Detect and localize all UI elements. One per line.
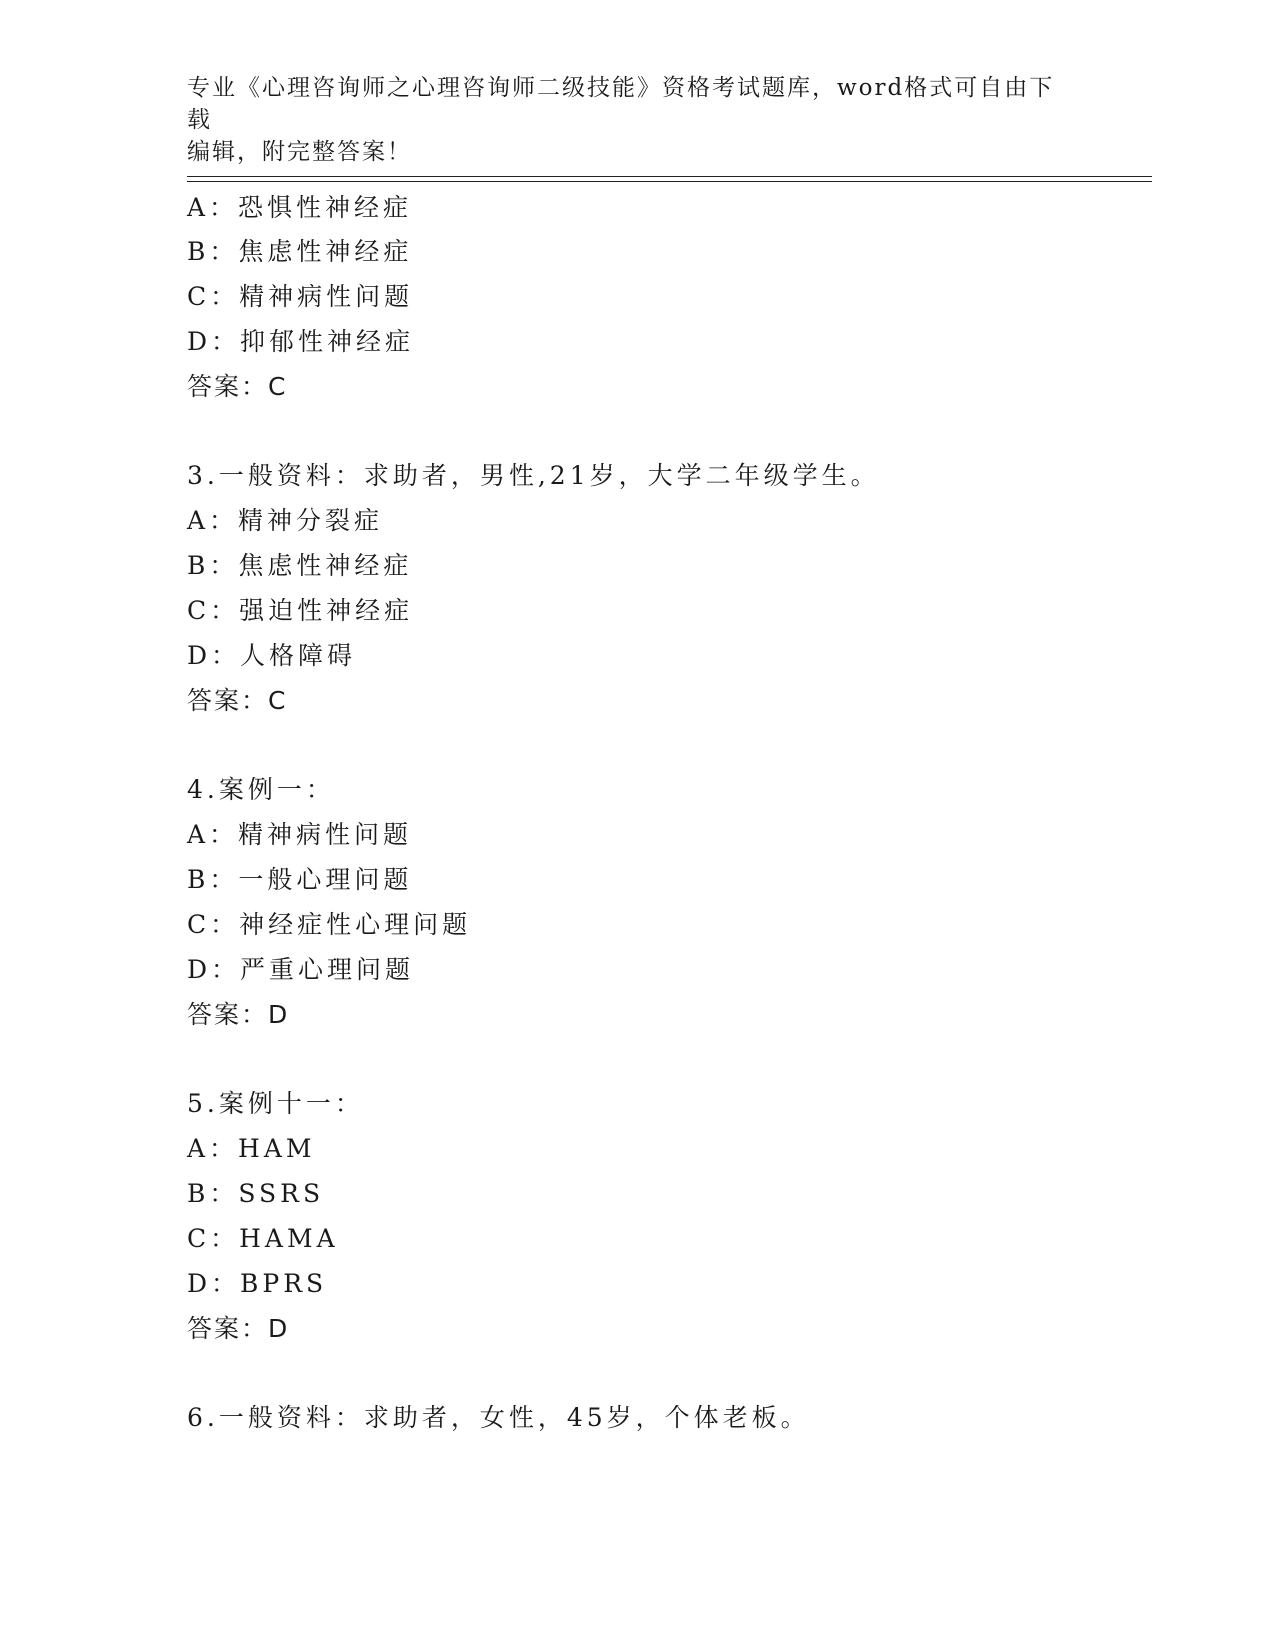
q2-answer: 答案：C <box>187 372 288 401</box>
q4-answer: 答案：D <box>187 1000 290 1029</box>
q2-option-c: C：精神病性问题 <box>187 282 414 311</box>
q3-answer: 答案：C <box>187 686 288 715</box>
q2-option-b: B：焦虑性神经症 <box>187 237 413 266</box>
q4-option-c: C：神经症性心理问题 <box>187 910 472 939</box>
q5-option-c: C：HAMA <box>187 1224 339 1253</box>
header-line-1: 专业《心理咨询师之心理咨询师二级技能》资格考试题库，word格式可自由下载 <box>187 75 1055 133</box>
q5-answer: 答案：D <box>187 1314 290 1343</box>
header-line-2: 编辑，附完整答案！ <box>187 139 412 165</box>
q6-question: 6.一般资料：求助者，女性，45岁，个体老板。 <box>187 1403 810 1432</box>
q3-option-b: B：焦虑性神经症 <box>187 551 413 580</box>
q4-option-b: B：一般心理问题 <box>187 865 413 894</box>
q3-option-c: C：强迫性神经症 <box>187 596 414 625</box>
q4-question: 4.案例一： <box>187 775 335 804</box>
q4-option-d: D：严重心理问题 <box>187 955 415 984</box>
q2-option-d: D：抑郁性神经症 <box>187 327 415 356</box>
q3-question: 3.一般资料：求助者，男性,21岁，大学二年级学生。 <box>187 461 880 490</box>
q3-option-d: D：人格障碍 <box>187 641 357 670</box>
header-rule-bottom <box>187 181 1152 182</box>
document-header <box>187 72 1067 168</box>
q4-option-a: A：精神病性问题 <box>187 820 413 849</box>
q5-option-d: D：BPRS <box>187 1269 328 1298</box>
q5-question: 5.案例十一： <box>187 1089 364 1118</box>
q3-option-a: A：精神分裂症 <box>187 506 384 535</box>
q2-option-a: A：恐惧性神经症 <box>187 193 413 222</box>
q5-option-a: A：HAM <box>187 1134 316 1163</box>
q5-option-b: B：SSRS <box>187 1179 325 1208</box>
header-rule-top <box>187 176 1152 177</box>
